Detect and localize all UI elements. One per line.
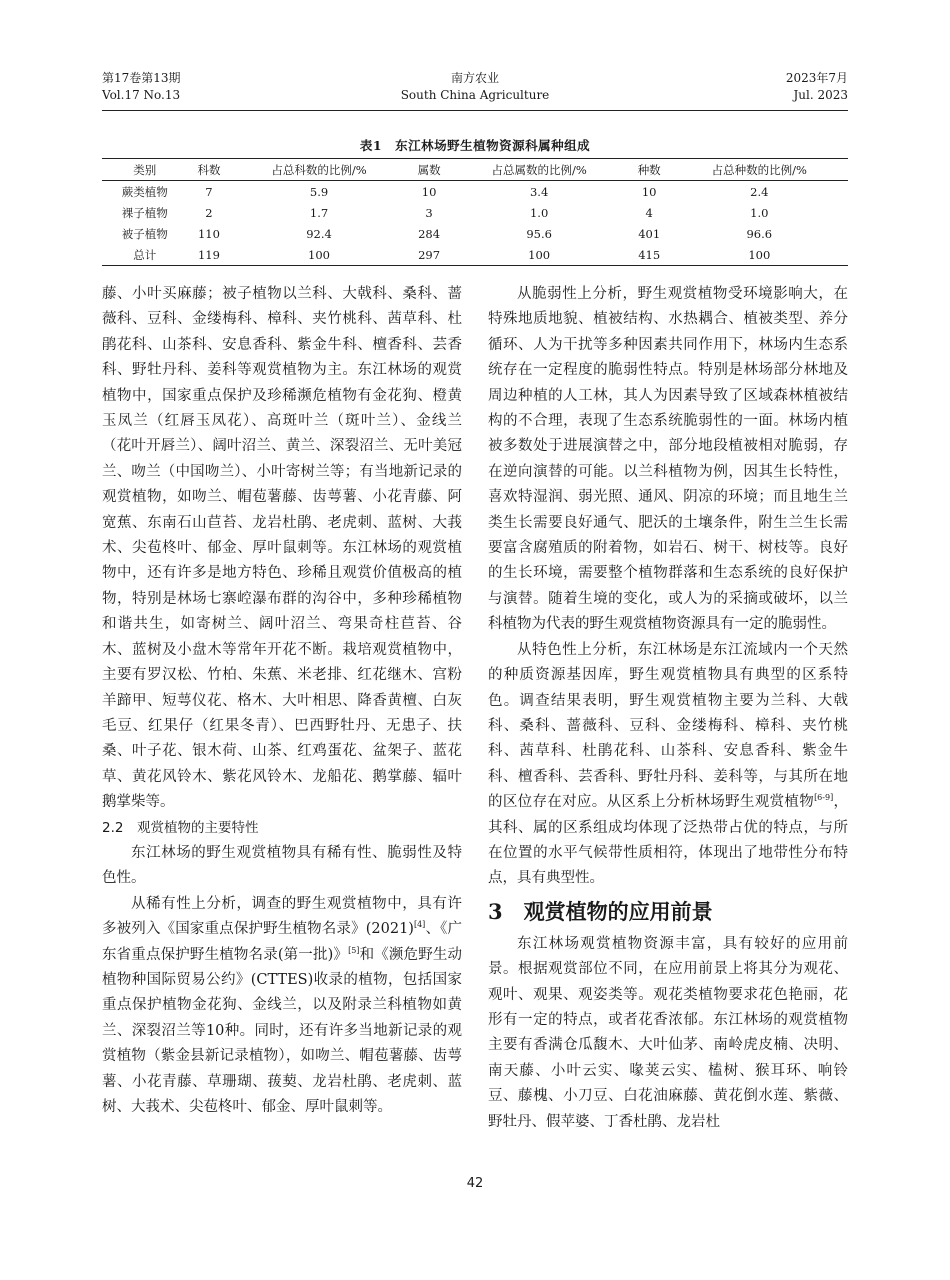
table-cell: 95.6 bbox=[526, 226, 552, 241]
table-cell: 100 bbox=[528, 247, 551, 262]
table-header-cell: 占总种数的比例/% bbox=[711, 162, 807, 177]
table-row-total bbox=[102, 244, 848, 266]
table-cell: 92.4 bbox=[306, 226, 332, 241]
body-paragraph: 藤、小叶买麻藤；被子植物以兰科、大戟科、桑科、蔷薇科、豆科、金缕梅科、樟科、夹竹桃科、茜草科、杜鹃花科、山茶科、安息香科、紫金牛科、檀香科、芸香科、野牡丹科、姜科等观赏植物为主。东江林场的观赏植物中，国家重点保护及珍稀濒危植物有金花狗、橙黄玉凤兰（红唇玉凤花）、高斑叶兰（斑叶兰）、金线兰（花叶开唇兰）、阔叶沼兰、黄兰、深裂沼兰、无叶美冠兰、吻兰（中国吻兰）、小叶寄树兰等；有当地新记录的观赏植物，如吻兰、帽苞薯藤、齿萼薯、小花青藤、阿宽蕉、东南石山苣苔、龙岩杜鹃、老虎刺、蓝树、大莪术、尖苞柊叶、郁金、厚叶鼠刺等。东江林场的观赏植物中，还有许多是地方特色、珍稀且观赏价值极高的植物，特别是林场七寨崆瀑布群的沟谷中，多种珍稀植物和谐共生，如寄树兰、阔叶沼兰、弯果奇柱苣苔、谷木、蓝树及小盘木等常年开花不断。栽培观赏植物中，主要有罗汉松、竹柏、朱蕉、米老排、红花继木、宫粉羊蹄甲、短萼仪花、格木、大叶相思、降香黄檀、白灰毛豆、红果仔（红果冬青）、巴西野牡丹、无患子、扶桑、叶子花、银木荷、山茶、红鸡蛋花、盆架子、蓝花草、黄花风铃木、紫花风铃木、龙船花、鹅掌藤、辐叶鹅掌柴等。 bbox=[102, 286, 462, 811]
table-cell: 7 bbox=[205, 184, 213, 199]
table-row bbox=[102, 181, 848, 203]
table-cell: 1.0 bbox=[529, 205, 549, 220]
journal-title: 南方农业 South China Agriculture bbox=[400, 71, 550, 102]
table-cell: 5.9 bbox=[309, 184, 329, 199]
table-cell: 2.4 bbox=[750, 184, 769, 199]
table-cell: 100 bbox=[748, 247, 771, 262]
body-paragraph: 东江林场观赏植物资源丰富，具有较好的应用前景。根据观赏部位不同，在应用前景上将其分为观花、观叶、观果、观姿类等。观花类植物要求花色艳丽，花形有一定的特点，或者花香浓郁。东江林场的观赏植物主要有香满仓瓜馥木、大叶仙茅、南岭虎皮楠、决明、南天藤、小叶云实、喙荚云实、榼树、猴耳环、响铃豆、藤槐、小刀豆、白花油麻藤、黄花倒水莲、紫薇、野牡丹、假苹婆、丁香杜鹃、龙岩杜 bbox=[488, 935, 848, 1130]
body-paragraph: 东江林场的野生观赏植物具有稀有性、脆弱性及特色性。 bbox=[102, 844, 462, 887]
table-cell: 裸子植物 bbox=[121, 205, 168, 220]
table-cell: 4 bbox=[645, 205, 653, 220]
citation-ref: [4] bbox=[413, 920, 426, 930]
table-cell: 蕨类植物 bbox=[121, 184, 168, 199]
page-header bbox=[102, 70, 848, 106]
body-paragraph: 从脆弱性上分析，野生观赏植物受环境影响大，在特殊地质地貌、植被结构、水热耦合、植被类型、养分循环、人为干扰等多种因素共同作用下，林场内生态系统存在一定程度的脆弱性特点。特别是林场部分林地及周边种植的人工林，其人为因素导致了区域森林植被结构的不合理，表现了生态系统脆弱性的一面。林场内植被多数处于进展演替之中，部分地段植被相对脆弱，存在逆向演替的可能。以兰科植物为例，因其生长特性，喜欢特湿润、弱光照、通风、阴凉的环境；而且地生兰类生长需要良好通气、肥沃的土壤条件，附生兰生长需要富含腐殖质的附着物，如岩石、树干、树枝等。良好的生长环境，需要整个植物群落和生态系统的良好保护与演替。随着生境的变化，或人为的采摘或破坏，以兰科植物为代表的野生观赏植物资源具有一定的脆弱性。 bbox=[488, 286, 848, 633]
table-header-cell: 科数 bbox=[197, 162, 221, 177]
table-header-cell: 占总科数的比例/% bbox=[271, 162, 367, 177]
body-paragraph: 从特色性上分析，东江林场是东江流域内一个天然的种质资源基因库，野生观赏植物具有典型的区系特色。调查结果表明，野生观赏植物主要为兰科、大戟科、桑科、蔷薇科、豆科、金缕梅科、樟科、夹竹桃科、茜草科、杜鹃花科、山茶科、安息香科、紫金牛科、檀香科、芸香科、野牡丹科、姜科等，与其所在地的区位存在对应。从区系上分析林场野生观赏植物[6-9]，其科、属的区系组成均体现了泛热带占优的特点，与所在位置的水平气候带性质相符，体现出了地带性分布特点，具有典型性。 bbox=[488, 641, 849, 887]
table-caption: 表1 东江林场野生植物资源科属种组成 bbox=[359, 138, 591, 153]
table-row bbox=[102, 202, 848, 223]
table-cell: 110 bbox=[197, 226, 220, 241]
table-cell: 284 bbox=[418, 226, 441, 241]
table-cell: 415 bbox=[638, 247, 661, 262]
right-column bbox=[488, 282, 848, 1135]
table-cell: 总计 bbox=[133, 247, 157, 262]
journal-date: 2023年7月 Jul. 2023 bbox=[785, 71, 848, 102]
table-cell: 1.7 bbox=[309, 205, 329, 220]
table-cell: 2 bbox=[205, 205, 213, 220]
table-cell: 119 bbox=[197, 247, 220, 262]
table-cell: 1.0 bbox=[750, 205, 769, 220]
table-cell: 10 bbox=[421, 184, 437, 199]
table-header-cell: 属数 bbox=[417, 162, 441, 177]
header-rule bbox=[102, 110, 848, 111]
table-cell: 10 bbox=[641, 184, 657, 199]
subsection-heading: 2.2 观赏植物的主要特性 bbox=[102, 819, 259, 836]
table-cell: 3.4 bbox=[529, 184, 549, 199]
table-cell: 3 bbox=[425, 205, 433, 220]
table-cell: 297 bbox=[418, 247, 441, 262]
section-heading: 3 观赏植物的应用前景 bbox=[488, 898, 713, 924]
table-cell: 401 bbox=[638, 226, 661, 241]
table-cell: 96.6 bbox=[746, 226, 773, 241]
table-header-cell: 占总属数的比例/% bbox=[491, 162, 587, 177]
journal-volume: 第17卷第13期 Vol.17 No.13 bbox=[102, 71, 181, 102]
left-column bbox=[102, 282, 462, 1120]
table-row bbox=[102, 223, 848, 244]
table-header-cell: 类别 bbox=[133, 162, 157, 177]
resource-table bbox=[102, 158, 848, 266]
table-header-cell: 种数 bbox=[637, 162, 661, 177]
page-number: 42 bbox=[466, 1176, 484, 1191]
table-cell: 被子植物 bbox=[121, 226, 168, 241]
table-cell: 100 bbox=[308, 247, 330, 262]
body-paragraph: 从稀有性上分析，调查的野生观赏植物中，具有许多被列入《国家重点保护野生植物名录》(2021)[4]、《广东省重点保护野生植物名录(第一批)》[5]和《濒危野生动植物种国际贸易公约》(CTTES)收录的植物，包括国家重点保护植物金花狗、金线兰，以及附录兰科植物如黄兰、深裂沼兰等10种。同时，还有许多当地新记录的观赏植物（紫金县新记录植物），如吻兰、帽苞薯藤、齿萼薯、小花青藤、草珊瑚、菝葜、龙岩杜鹃、老虎刺、蓝树、大莪术、尖苞柊叶、郁金、厚叶鼠刺等。 bbox=[102, 895, 463, 1115]
citation-ref: [6-9] bbox=[814, 793, 834, 803]
table-header-row bbox=[102, 159, 848, 181]
citation-ref: [5] bbox=[348, 945, 360, 955]
